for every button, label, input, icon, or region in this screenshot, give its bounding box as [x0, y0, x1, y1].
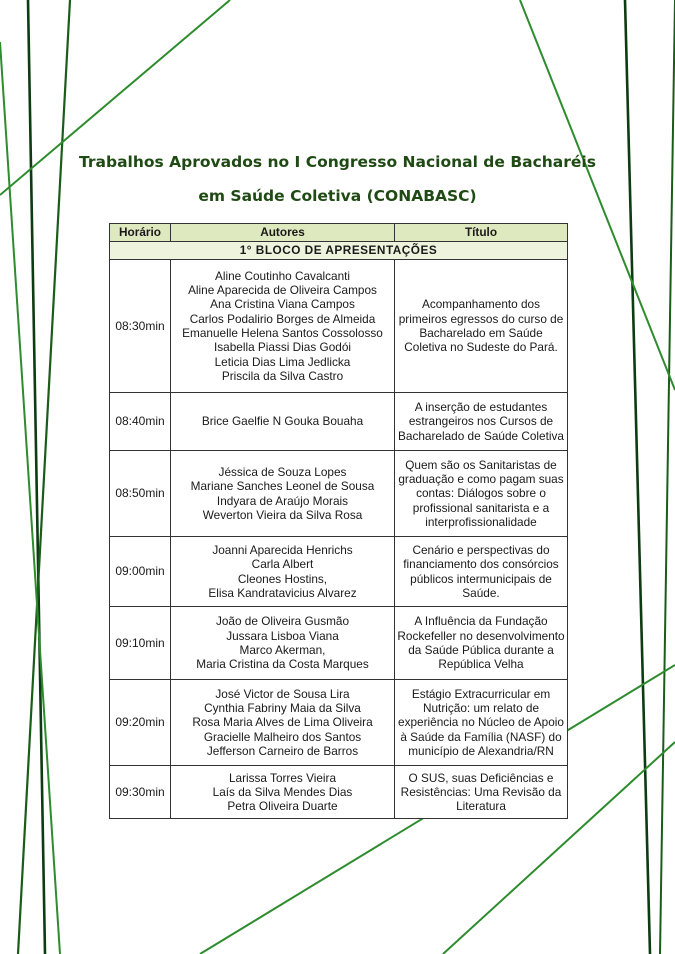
decor-line [660, 0, 675, 954]
author-name: Emanuelle Helena Santos Cossolosso [182, 326, 383, 340]
cell-authors [171, 393, 395, 451]
table-row [110, 451, 568, 537]
cell-title: Acompanhamento dos primeiros egressos do curso de Bacharelado em Saúde Coletiva no Sudeste do Pará. [395, 260, 568, 393]
cell-time: 08:40min [110, 393, 171, 451]
author-name: Rosa Maria Alves de Lima Oliveira [192, 715, 373, 730]
table-row [110, 680, 568, 766]
cell-title: Quem são os Sanitaristas de graduação e como pagam suas contas: Diálogos sobre o profissional sanitarista e a interprofissionalidade [395, 451, 568, 537]
cell-authors [171, 451, 395, 537]
author-name: Carlos Podalirio Borges de Almeida [189, 311, 376, 326]
author-name: Joanni Aparecida Henrichs [212, 542, 353, 557]
author-name: Marco Akerman, [239, 643, 326, 657]
author-name: Brice Gaelfie N Gouka Bouaha [201, 414, 364, 429]
table-row [110, 393, 568, 451]
author-name: Aline Aparecida de Oliveira Campos [188, 283, 377, 298]
author-name: Larissa Torres Vieira [228, 770, 337, 785]
header-authors: Autores [171, 224, 395, 242]
author-name: Ana Cristina Viana Campos [210, 297, 355, 312]
header-title: Título [395, 224, 568, 242]
author-name: Weverton Vieira da Silva Rosa [202, 507, 363, 522]
author-name: Carla Albert [251, 557, 314, 572]
header-time: Horário [110, 224, 171, 242]
block-row [110, 242, 568, 260]
cell-authors [171, 537, 395, 607]
cell-title: A Influência da Fundação Rockefeller no desenvolvimento da Saúde Pública durante a República Velha [395, 607, 568, 680]
author-name: João de Oliveira Gusmão [215, 614, 350, 629]
author-name: Aline Coutinho Cavalcanti [214, 268, 351, 283]
cell-authors [171, 680, 395, 766]
cell-time: 09:30min [110, 766, 171, 819]
cell-title: Estágio Extracurricular em Nutrição: um relato de experiência no Núcleo de Apoio à Saúde da Família (NASF) do município de Alexandria/RN [395, 680, 568, 766]
cell-time: 08:50min [110, 451, 171, 537]
author-name: Petra Oliveira Duarte [227, 799, 338, 814]
cell-time: 09:00min [110, 537, 171, 607]
table-row [110, 607, 568, 680]
author-name: Jéssica de Souza Lopes [218, 464, 347, 479]
cell-title: Cenário e perspectivas do financiamento dos consórcios públicos intermunicipais de Saúde. [395, 537, 568, 607]
cell-title: O SUS, suas Deficiências e Resistências: Uma Revisão da Literatura [395, 766, 568, 819]
table-row [110, 766, 568, 819]
author-name: Priscila da Silva Castro [221, 368, 344, 383]
author-name: Indyara de Araújo Morais [216, 493, 349, 508]
author-name: Jefferson Carneiro de Barros [206, 743, 359, 758]
author-name: Laís da Silva Mendes Dias [212, 784, 353, 799]
author-name: Mariane Sanches Leonel de Sousa [190, 479, 375, 494]
author-name: Maria Cristina da Costa Marques [196, 657, 369, 672]
cell-title: A inserção de estudantes estrangeiros nos Cursos de Bacharelado de Saúde Coletiva [395, 393, 568, 451]
author-name: Elisa Kandratavicius Alvarez [208, 585, 357, 600]
author-name: Isabella Piassi Dias Godói [213, 340, 352, 355]
table-row [110, 260, 568, 393]
author-name: Cleones Hostins, [237, 571, 328, 586]
cell-authors [171, 607, 395, 680]
table-row [110, 537, 568, 607]
author-name: José Victor de Sousa Lira [215, 686, 350, 701]
author-name: Cynthia Fabriny Maia da Silva [204, 701, 361, 716]
table-header-row [110, 224, 568, 242]
schedule-table [109, 223, 568, 819]
decor-line [28, 0, 45, 954]
cell-authors [171, 766, 395, 819]
author-name: Gracielle Malheiro dos Santos [203, 729, 362, 744]
cell-authors [171, 260, 395, 393]
cell-time: 09:20min [110, 680, 171, 766]
decor-line [625, 0, 650, 954]
author-name: Leticia Dias Lima Jedlicka [214, 354, 351, 369]
page-title-line-2: em Saúde Coletiva (CONABASC) [198, 187, 477, 205]
cell-time: 08:30min [110, 260, 171, 393]
block-label: 1° BLOCO DE APRESENTAÇÕES [110, 242, 568, 260]
author-name: Jussara Lisboa Viana [226, 628, 339, 643]
cell-time: 09:10min [110, 607, 171, 680]
page-title-line-1: Trabalhos Aprovados no I Congresso Nacional de Bacharéis [79, 153, 596, 171]
